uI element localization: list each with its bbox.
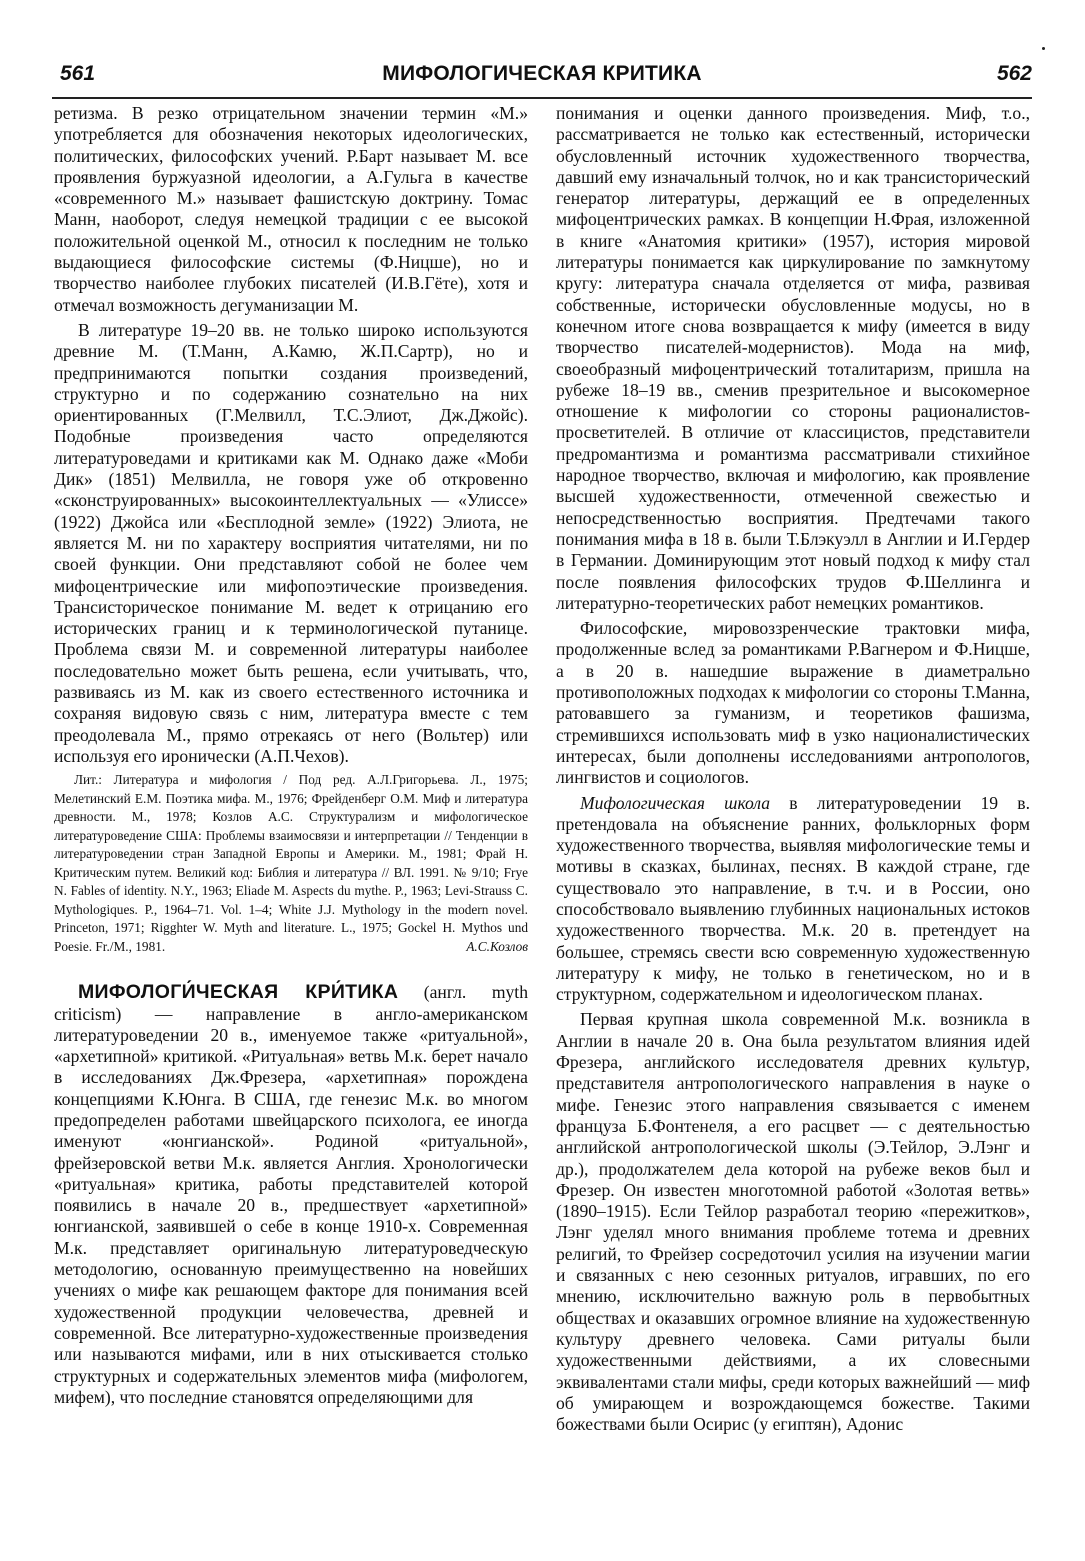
entry-title: МИФОЛОГИ́ЧЕСКАЯ КРИ́ТИКА (78, 981, 399, 1004)
page-number-left: 561 (60, 62, 96, 85)
italic-term: Мифологическая школа (580, 792, 771, 813)
left-column (54, 103, 528, 1412)
bibliography-text: Лит.: Литература и мифология / Под ред. А.Л.Григорьева. Л., 1975; Мелетинский Е.М. Поэтика мифа. М., 1976; Фрейденберг О.М. Миф и литература древности. М., 1978; Козлов А.С. Структурализм и мифологическое литературоведение США: Проблемы взаимосвязи и интерпретации // Тенденции в литературоведении стран Западной Европы и Америки. М., 1981; Фрай Н. Критическим путем. Великий код: Библия и литература // ВЛ. 1991. № 9/10; Frye N. Fables of identity. N.Y., 1963; Eliade M. Aspects du mythe. P., 1963; Levi-Strauss C. Mythologiques. P., 1964–71. Vol. 1–4; White J.J. Mythology in the modern novel. Princeton, 1971; Rigghter W. Myth and literature. L., 1975; Gockel H. Mythos und Poesie. Fr./M., 1981. (54, 772, 528, 954)
page-header (52, 58, 1032, 94)
running-title: МИФОЛОГИЧЕСКАЯ КРИТИКА (382, 62, 702, 85)
paragraph: В литературе 19–20 вв. не только широко используются древние М. (Т.Манн, А.Камю, Ж.П.Сартр), но и предпринимаются попытки создания произведений, структурно и по содержанию сознательно на них ориентированных (Г.Мелвилл, Т.С.Элиот, Дж.Джойс). Подобные произведения часто определяются литературоведами и критиками как М. Однако даже «Моби Дик» (1851) Мелвилла, не говоря уже об откровенно «сконструированных» высокоинтеллектуальных — «Улиссе» (1922) Джойса или «Бесплодной земле» (1922) Элиота, не является М. ни по характеру восприятия читателями, ни по своей функции. Они представляют собой не более чем мифоцентрические или мифопоэтические произведения. Трансисторическое понимание М. ведет к отрицанию его исторических границ и к терминологической путанице. Проблема связи М. и современной литературы наиболее последовательно может быть решена, если учитывать, что, развиваясь из М. как из своего естественного источника и сохраняя видовую связь с ним, литература вместе с тем преодолевала М., прямо отрекаясь от него (Вольтер) или используя его иронически (А.П.Чехов). (54, 319, 528, 766)
paragraph: Первая крупная школа современной М.к. возникла в Англии в начале 20 в. Она была результатом влияния идей Фрезера, английского исследователя древних культур, представителя антропологического направления в науке о мифе. Генезис этого направления связывается с именем француза Б.Фонтенеля, а его расцвет — с деятельностью английской антропологической школы (Э.Тейлор, Э.Лэнг и др.), продолжателем дела которой на рубеже веков был и Фрезер. Он известен многотомной работой «Золотая ветвь» (1890–1915). Если Тейлор разработал теорию «пережитков», Лэнг уделял много внимания проблеме тотема и древних религий, то Фрейзер сосредоточил усилия на изучении магии и связанных с нею сезонных ритуалов, игравших, по его мнению, исключительно важную роль в первобытных обществах и оказавших огромное влияние на художественную культуру древнего человека. Сами ритуалы были художественными действиями, а их словесными эквивалентами стали мифы, среди которых важнейший — миф об умирающем и возрождающемся божестве. Такими божествами были Осирис (у египтян), Адонис (556, 1009, 1030, 1435)
paragraph-text: в литературоведении 19 в. претендовала на объяснение ранних, фольклорных форм художественного творчества, выявляя мифологические темы и мотивы в сказках, былинах, песнях. В каждой стране, где существовало это направление, в т.ч. и в России, оно способствовало выявлению глубинных национальных истоков художественного творчества. М.к. 20 в. претендует на большее, стремясь свести всю современную художественную литературу к мифу, не только в генетическом, но и в структурном, содержательном и идеологическом планах. (556, 792, 1030, 1005)
entry-paragraph (54, 982, 528, 1408)
paragraph: понимания и оценки данного произведения. Миф, т.о., рассматривается не только как естественный, исторически обусловленный источник художественного творчества, давший ему изначальный толчок, но и как трансисторический генератор литературы, держащий ее в определенных мифоцентрических рамках. В концепции Н.Фрая, изложенной в книге «Анатомия критики» (1957), история мировой литературы понимается как циркулирование по замкнутому кругу: литература сначала отделяется от мифа, развивая собственные, исторически обусловленные модусы, но в конечном итоге снова возвращается к мифу (имеется в виду творчество писателей-модернистов). Мода на миф, своеобразный мифоцентрический тоталитаризм, пришла на рубеже 18–19 вв., сменив презрительное и высокомерное отношение к мифологии со стороны рационалистов-просветителей. В отличие от классицистов, представители предромантизма и романтизма рассматривали стихийное народное творчество, включая и мифологию, как проявление высшей художественности, отмеченной свежестью и непосредственностью восприятия. Предтечами такого понимания мифа в 18 в. были Т.Блэкуэлл в Англии и И.Гердер в Германии. Доминирующим этот новый подход к мифу стал после появления философских трудов Ф.Шеллинга и литературно-теоретических работ немецких романтиков. (556, 103, 1030, 613)
page-number-right: 562 (996, 62, 1032, 85)
paragraph: Философские, мировоззренческие трактовки мифа, продолженные вслед за романтиками Р.Вагнером и Ф.Ницше, а в 20 в. нашедшие выражение в диаметрально противоположных подходах к мифологии со стороны Т.Манна, ратовавшего за гуманизм, и теоретиков фашизма, стремившихся использовать миф в узко националистических интересах, были дополнены исследованиями антропологов, лингвистов и социологов. (556, 618, 1030, 788)
header-rule (52, 97, 1032, 99)
paragraph (556, 793, 1030, 1006)
bibliography (54, 771, 528, 956)
right-column (556, 103, 1030, 1439)
paragraph: ретизма. В резко отрицательном значении термин «М.» употребляется для обозначения некоторых идеологических, политических, философских учений. Р.Барт называет М. все проявления буржуазной идеологии, а А.Гульга в качестве «современного М.» называет фашистскую доктрину. Томас Манн, наоборот, следуя немецкой традиции с ее высокой положительной оценкой М., относил к последним не только выдающиеся философские системы (Ф.Ницше), но и творчество наиболее глубоких писателей (И.В.Гёте), хотя и отмечал возможность дегуманизации М. (54, 103, 528, 315)
speck (1042, 47, 1045, 50)
entry-text: (англ. myth criticism) — направление в англо-американском литературоведении 20 в., именуемое также «ритуальной», «архетипной» критикой. «Ритуальная» ветвь М.к. берет начало в исследованиях Дж.Фрезера, «архетипная» порождена концепциями К.Юнга. В США, где генезис М.к. во многом предопределен работами швейцарского психолога, ее иногда именуют «юнгианской». Родиной «ритуальной», фрейзеровской ветви М.к. является Англия. Хронологически «ритуальная» критика, работы представителей которой появились в начале 20 в., предшествует «архетипной» юнгианской, заявившей о себе в конце 1910-х. Современная М.к. представляет оригинальную литературоведческую методологию, основанную преимущественно на новейших учениях о мифе как решающем факторе для понимания всей художественной продукции человечества, древней и современной. Все литературно-художественные произведения или называются мифами, или в них отыскивается столько структурных и содержательных элементов мифа (мифологем, мифем), что последние становятся определяющими для (54, 982, 528, 1407)
author-signature: А.С.Козлов (466, 938, 528, 954)
